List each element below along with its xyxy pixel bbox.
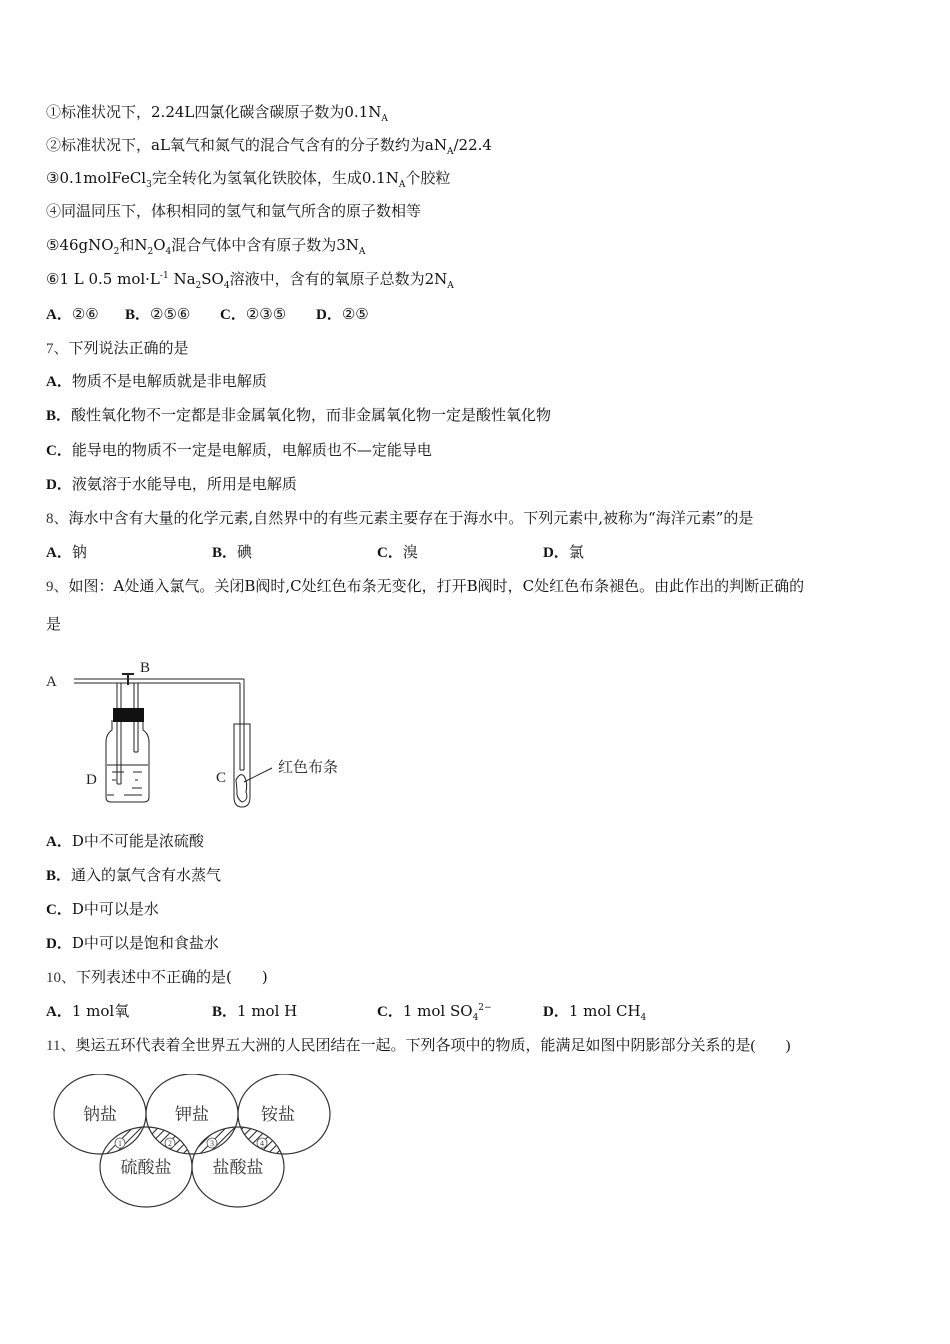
question-number: 9、 [46,579,69,595]
subscript: 4 [223,281,230,291]
option-text: 氯 [568,543,584,561]
q6-option-a[interactable] [46,304,99,325]
q7-option-c[interactable] [46,440,432,461]
q10-option-a[interactable] [46,1001,129,1022]
q10-option-d[interactable] [543,1001,646,1022]
option-label: A． [46,307,72,323]
text-tail: 溶液中，含有的氧原子总数为2N [229,270,448,288]
option-label: A． [46,545,72,561]
option-text: 钠 [71,543,87,561]
option-label: B． [125,307,151,323]
region-4-label: 4 [260,1139,264,1148]
subscript: 4 [640,1013,647,1023]
question-text: 如图：A处通入氯气。关闭B阀时,C处红色布条无变化，打开B阀时，C处红色布条褪色。由此作出的判断正确的 [68,577,805,595]
option-text: 1 mol H [237,1002,298,1020]
question-text: 下列表述中不正确的是( ) [76,968,268,986]
option-text: D中可以是饱和食盐水 [71,934,219,952]
option-text: 1 mol氧 [71,1002,130,1020]
q11-stem [46,1035,790,1056]
subscript: A [447,147,454,157]
option-text: 液氨溶于水能导电，所用是电解质 [71,475,297,493]
text-tail: 完全转化为氢氧化铁胶体，生成0.1N [151,169,399,187]
text: 同温同压下，体积相同的氢气和氩气所含的原子数相等 [61,202,422,220]
q7-option-d[interactable] [46,474,297,495]
ring-label-sulfate: 硫酸盐 [120,1158,172,1177]
ring-label-chloride: 盐酸盐 [212,1158,264,1177]
marker: ⑥ [46,270,60,288]
region-1-label: 1 [118,1139,122,1148]
label-d: D [86,772,97,788]
text: 标准状况下，2.24L四氯化碳含碳原子数为0.1N [61,103,382,121]
option-label: B． [212,545,238,561]
question-number: 7、 [46,341,69,357]
q6-option-c[interactable] [220,304,286,325]
option-text: 能导电的物质不一定是电解质，电解质也不—定能导电 [71,441,432,459]
option-label: A． [46,374,72,390]
subscript: 4 [165,247,172,257]
marker: ⑤ [46,236,60,254]
text-tail: Na [168,270,196,288]
label-b: B [140,660,151,676]
question-text: 是 [46,615,62,633]
option-value: ②⑤ [341,305,369,323]
text: 0.1molFeCl [59,169,147,187]
option-label: C． [46,443,72,459]
ring-label-ammonium-salt: 铵盐 [261,1105,295,1124]
option-label: C． [220,307,246,323]
label-a: A [46,674,57,690]
option-value: ②⑥ [71,305,99,323]
ring-label-potassium-salt: 钾盐 [175,1105,209,1124]
q9-option-d[interactable] [46,933,219,954]
subscript: A [447,281,454,291]
question-number: 11、 [46,1038,76,1054]
region-3-label: 3 [210,1139,214,1148]
q8-stem [46,508,753,529]
option-label: C． [377,1004,403,1020]
option-label: D． [543,1004,569,1020]
q6-statement-1 [46,102,388,122]
question-text: 下列说法正确的是 [68,339,189,357]
label-c: C [216,770,227,786]
q9-stem-continued [46,614,61,634]
q9-stem [46,576,804,597]
q8-option-d[interactable] [543,542,584,563]
q6-option-d[interactable] [316,304,369,325]
q7-option-b[interactable] [46,405,551,426]
option-label: B． [46,408,72,424]
option-label: D． [46,936,72,952]
question-text: 海水中含有大量的化学元素,自然界中的有些元素主要存在于海水中。下列元素中,被称为“海洋元素”的是 [68,509,754,527]
option-label: C． [46,902,72,918]
marker: ③ [46,169,60,187]
text: 1 L 0.5 mol·L [59,270,160,288]
q6-statement-5 [46,235,365,255]
subscript: 4 [472,1013,479,1023]
text-tail: 个胶粒 [405,169,451,187]
text-tail: SO [201,270,224,288]
subscript: A [358,247,366,257]
option-label: A． [46,834,72,850]
option-text: D中不可能是浓硫酸 [71,832,204,850]
option-value: ②⑤⑥ [150,305,191,323]
option-label: C． [377,545,403,561]
option-label: B． [212,1004,238,1020]
option-value: ②③⑤ [245,305,287,323]
superscript: -1 [159,271,169,281]
question-text: 奥运五环代表着全世界五大洲的人民团结在一起。下列各项中的物质，能满足如图中阴影部分关系的是( ) [75,1038,791,1054]
subscript: 2 [147,247,154,257]
text-tail: 混合气体中含有原子数为3N [171,236,359,254]
ring-label-sodium-salt: 钠盐 [83,1105,117,1124]
text-tail: 和N [119,236,148,254]
q9-option-c[interactable] [46,899,159,920]
marker: ① [46,103,62,121]
q9-option-a[interactable] [46,831,204,852]
option-text: 溴 [402,543,418,561]
subscript: 2 [195,281,202,291]
q9-option-b[interactable] [46,865,221,886]
red-strip-label: 红色布条 [278,758,339,776]
q10-stem [46,967,268,988]
superscript: 2− [478,1003,492,1013]
q6-statement-3 [46,168,450,188]
q6-statement-2 [46,135,492,155]
option-text: 1 mol CH [568,1002,641,1020]
option-label: D． [543,545,569,561]
stopper [113,708,144,722]
q8-option-c[interactable] [377,542,418,563]
q7-stem [46,338,189,359]
option-text: 酸性氧化物不一定都是非金属氧化物，而非金属氧化物一定是酸性氧化物 [71,406,552,424]
olympic-rings-diagram [50,1074,340,1214]
q6-statement-4 [46,201,421,221]
text: 标准状况下，aL氧气和氮气的混合气含有的分子数约为aN [61,136,447,154]
marker: ④ [46,202,62,220]
region-2-label: 2 [168,1139,172,1148]
question-number: 8、 [46,511,69,527]
subscript: A [398,180,406,190]
q10-option-b[interactable] [212,1001,297,1022]
option-text: 1 mol SO [402,1002,473,1020]
text-tail: /22.4 [453,136,492,154]
q8-option-b[interactable] [212,542,252,563]
option-text: D中可以是水 [71,900,159,918]
option-label: D． [46,477,72,493]
marker: ② [46,136,62,154]
option-text: 碘 [237,543,253,561]
question-number: 10、 [46,970,77,986]
option-label: D． [316,307,342,323]
subscript: 3 [146,180,152,190]
option-label: A． [46,1004,72,1020]
q7-option-a[interactable] [46,371,267,392]
q8-option-a[interactable] [46,542,87,563]
apparatus-diagram [44,652,364,812]
subscript: 2 [113,247,120,257]
option-label: B． [46,868,72,884]
q6-option-b[interactable] [125,304,190,325]
q6-statement-6 [46,269,454,289]
subscript: A [381,114,388,124]
q10-option-c[interactable] [377,1001,492,1022]
text-tail: O [153,236,166,254]
option-text: 物质不是电解质就是非电解质 [71,372,267,390]
text: 46gNO [59,236,114,254]
option-text: 通入的氯气含有水蒸气 [71,866,222,884]
